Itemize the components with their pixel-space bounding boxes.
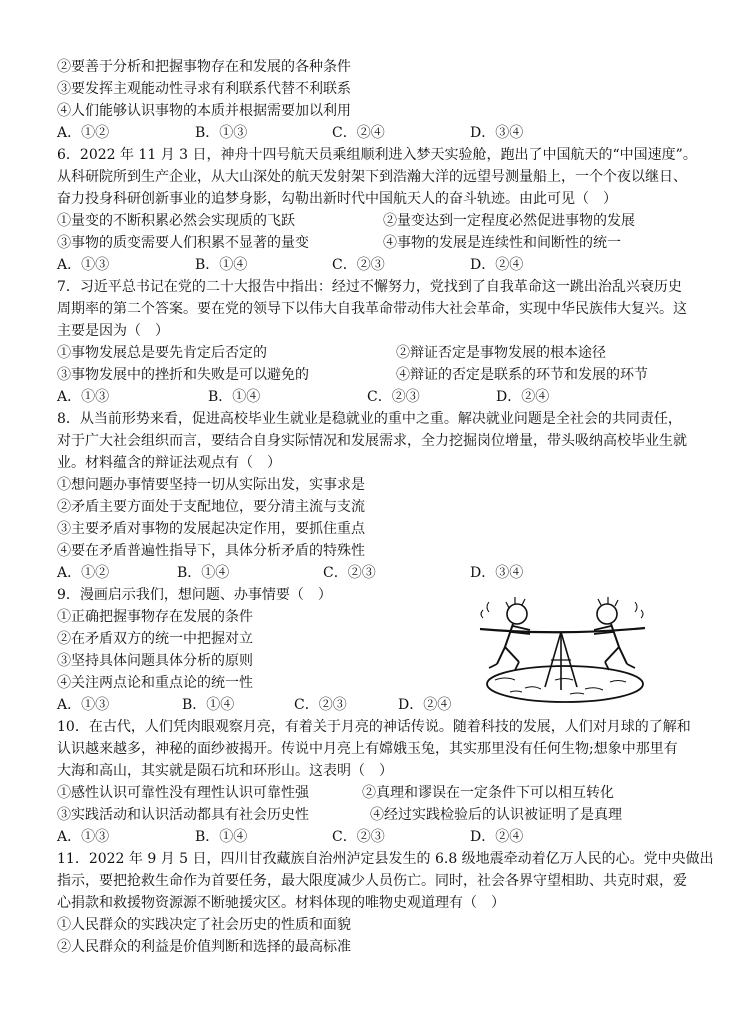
q8-option-b: B．①④: [177, 565, 230, 581]
q6-stem-line-3: 奋力投身科研创新事业的追梦身影，勾勒出新时代中国航天人的奋斗轨迹。由此可见（ ）: [57, 191, 617, 207]
q10-item-4: ④经过实践检验后的认识被证明了是真理: [370, 807, 622, 823]
q11-item-1: ①人民群众的实践决定了社会历史的性质和面貌: [57, 917, 351, 933]
q6-option-d: D．②④: [470, 257, 524, 273]
q10-option-a: A．①③: [57, 829, 110, 845]
q9-item-1: ①正确把握事物存在发展的条件: [57, 609, 253, 625]
q5-option-c: C．②④: [332, 125, 385, 141]
q7-option-a: A．①③: [57, 389, 110, 405]
q11-item-2: ②人民群众的利益是价值判断和选择的最高标准: [57, 939, 351, 955]
q10-item-2: ②真理和谬误在一定条件下可以相互转化: [362, 785, 614, 801]
q9-item-2: ②在矛盾双方的统一中把握对立: [57, 631, 253, 647]
q8-stem-line-3: 业。材料蕴含的辩证法观点有（ ）: [57, 455, 281, 471]
q9-item-4: ④关注两点论和重点论的统一性: [57, 675, 253, 691]
q8-stem-line-1: 8．从当前形势来看，促进高校毕业生就业是稳就业的重中之重。解决就业问题是全社会的共同责任，: [57, 411, 682, 427]
q10-item-1: ①感性认识可靠性没有理性认识可靠性强: [57, 785, 309, 801]
q6-item-2: ②量变达到一定程度必然促进事物的发展: [383, 213, 635, 229]
q6-stem-line-2: 从科研院所到生产企业，从大山深处的航天发射架下到浩瀚大洋的远望号测量船上，一个个夜以继日、: [57, 169, 687, 185]
q5-item-3: ③要发挥主观能动性寻求有利联系代替不利联系: [57, 81, 351, 97]
q8-option-c: C．②③: [323, 565, 376, 581]
q11-stem-line-2: 指示，要把抢救生命作为首要任务，最大限度减少人员伤亡。同时，社会各界守望相助、共克时艰，爱: [57, 873, 687, 889]
q8-item-4: ④要在矛盾普遍性指导下，具体分析矛盾的特殊性: [57, 543, 365, 559]
q9-option-b: B．①④: [182, 697, 235, 713]
q5-option-a: A．①②: [57, 125, 110, 141]
q7-item-2: ②辩证否定是事物发展的根本途径: [396, 345, 606, 361]
q6-item-4: ④事物的发展是连续性和间断性的统一: [383, 235, 621, 251]
q6-stem-line-1: 6．2022 年 11 月 3 日，神舟十四号航天员乘组顺利进入梦天实验舱，跑出了中国航天的“中国速度”。: [57, 147, 697, 163]
q9-option-d: D．②④: [398, 697, 452, 713]
q9-option-a: A．①③: [57, 697, 110, 713]
q9-option-c: C．②③: [294, 697, 347, 713]
q11-stem-line-1: 11．2022 年 9 月 5 日，四川甘孜藏族自治州泸定县发生的 6.8 级地震牵动着亿万人民的心。党中央做出: [57, 851, 714, 867]
q6-item-3: ③事物的质变需要人们积累不显著的量变: [57, 235, 309, 251]
q10-stem-line-1: 10．在古代，人们凭肉眼观察月亮，有着关于月亮的神话传说。随着科技的发展，人们对月球的了解和: [57, 719, 691, 735]
q7-stem-line-2: 周期率的第二个答案。要在党的领导下以伟大自我革命带动伟大社会革命，实现中华民族伟大复兴。这: [57, 301, 687, 317]
q10-stem-line-2: 认识越来越多，神秘的面纱被揭开。传说中月亮上有嫦娥玉兔，其实那里没有任何生物;想象中那里有: [57, 741, 678, 757]
q6-option-b: B．①④: [195, 257, 248, 273]
q6-option-a: A．①③: [57, 257, 110, 273]
q7-item-3: ③事物发展中的挫折和失败是可以避免的: [57, 367, 309, 383]
q7-option-b: B．①④: [208, 389, 261, 405]
q7-item-1: ①事物发展总是要先肯定后否定的: [57, 345, 267, 361]
q9-item-3: ③坚持具体问题具体分析的原则: [57, 653, 253, 669]
q10-option-c: C．②③: [332, 829, 385, 845]
q10-option-b: B．①④: [195, 829, 248, 845]
q6-option-c: C．②③: [332, 257, 385, 273]
q5-item-4: ④人们能够认识事物的本质并根据需要加以利用: [57, 103, 351, 119]
q5-item-2: ②要善于分析和把握事物存在和发展的各种条件: [57, 59, 351, 75]
q8-item-1: ①想问题办事情要坚持一切从实际出发，实事求是: [57, 477, 365, 493]
q7-stem-line-3: 主要是因为（ ）: [57, 323, 169, 339]
q5-option-b: B．①③: [195, 125, 248, 141]
q8-option-a: A．①②: [57, 565, 110, 581]
tug-of-war-cartoon: [475, 592, 650, 707]
q7-stem-line-1: 7．习近平总书记在党的二十大报告中指出：经过不懈努力，党找到了自我革命这一跳出治乱兴衰历史: [57, 279, 682, 295]
q7-option-d: D．②④: [496, 389, 550, 405]
q8-item-3: ③主要矛盾对事物的发展起决定作用，要抓住重点: [57, 521, 365, 537]
q9-stem-line-1: 9．漫画启示我们，想问题、办事情要（ ）: [57, 587, 332, 603]
q8-item-2: ②矛盾主要方面处于支配地位，要分清主流与支流: [57, 499, 365, 515]
q5-option-d: D．③④: [470, 125, 524, 141]
q10-item-3: ③实践活动和认识活动都具有社会历史性: [57, 807, 309, 823]
q11-stem-line-3: 心捐款和救援物资源源不断驰援灾区。材料体现的唯物史观道理有（ ）: [57, 895, 505, 911]
q6-item-1: ①量变的不断积累必然会实现质的飞跃: [57, 213, 295, 229]
q8-option-d: D．③④: [470, 565, 524, 581]
q7-option-c: C．②③: [367, 389, 420, 405]
q7-item-4: ④辩证的否定是联系的环节和发展的环节: [396, 367, 648, 383]
q10-option-d: D．②④: [470, 829, 524, 845]
q10-stem-line-3: 大海和高山，其实就是陨石坑和环形山。这表明（ ）: [57, 763, 393, 779]
q8-stem-line-2: 对于广大社会组织而言，要结合自身实际情况和发展需求，全力挖掘岗位增量，带头吸纳高校毕业生就: [57, 433, 687, 449]
